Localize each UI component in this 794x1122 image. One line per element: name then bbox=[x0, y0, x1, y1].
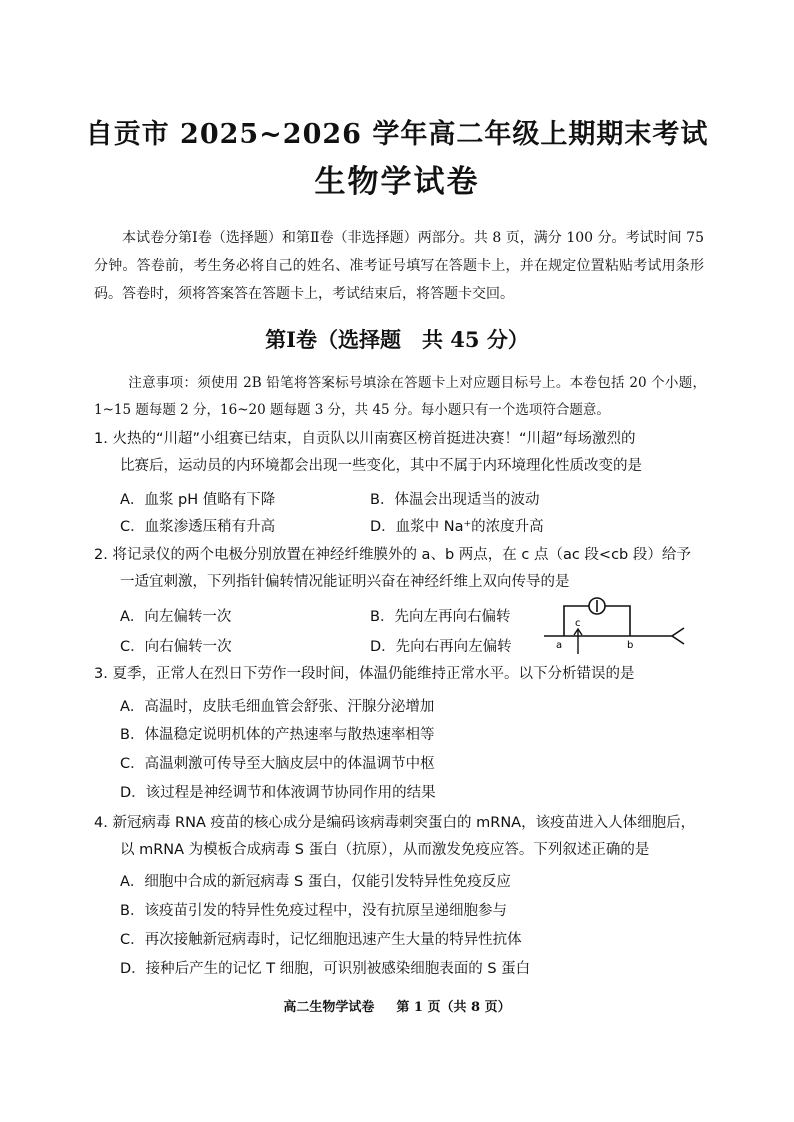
question-1 bbox=[94, 426, 706, 480]
question-stem-continued: 比赛后，运动员的内环境都会出现一些变化，其中不属于内环境理化性质改变的是 bbox=[120, 458, 642, 474]
question-stem-continued: 一适宜刺激，下列指针偏转情况能证明兴奋在神经纤维上双向传导的是 bbox=[120, 574, 570, 590]
label-b: b bbox=[627, 640, 634, 651]
exam-instructions bbox=[94, 224, 704, 308]
question-4 bbox=[94, 810, 706, 864]
instructions-text: 本试卷分第Ⅰ卷（选择题）和第Ⅱ卷（非选择题）两部分。共 8 页，满分 100 分。考试时间 75 分钟。答卷前，考生务必将自己的姓名、准考证号填写在答题卡上，并在规定位置粘贴考试用条形码。答卷时，须将答案答在答题卡上，考试结束后，将答题卡交回。 bbox=[94, 230, 704, 302]
question-1-option-b: B．体温会出现适当的波动 bbox=[370, 492, 540, 508]
footer-subject: 高二生物学试卷 bbox=[283, 1000, 375, 1015]
question-3-option-c: C．高温刺激可传导至大脑皮层中的体温调节中枢 bbox=[120, 756, 435, 772]
exam-subject-title: 生物学试卷 bbox=[314, 164, 480, 200]
question-number: 2. bbox=[94, 547, 108, 563]
question-stem: 火热的“川超”小组赛已结束，自贡队以川南赛区榜首挺进决赛！“川超”每场激烈的 bbox=[112, 431, 636, 447]
question-3-option-a: A．高温时，皮肤毛细血管会舒张、汗腺分泌增加 bbox=[120, 699, 435, 715]
page-footer bbox=[0, 996, 794, 1015]
question-number: 4. bbox=[94, 815, 108, 831]
question-4-option-b: B．该疫苗引发的特异性免疫过程中，没有抗原呈递细胞参与 bbox=[120, 903, 507, 919]
question-stem: 新冠病毒 RNA 疫苗的核心成分是编码该病毒刺突蛋白的 mRNA，该疫苗进入人体细胞后， bbox=[112, 815, 696, 831]
label-c: c bbox=[575, 618, 581, 629]
question-2-option-a: A．向左偏转一次 bbox=[120, 609, 232, 625]
question-2-option-c: C．向右偏转一次 bbox=[120, 639, 232, 655]
question-stem: 将记录仪的两个电极分别放置在神经纤维膜外的 a、b 两点，在 c 点（ac 段<cb 段）给予 bbox=[112, 547, 691, 563]
footer-page-number: 第 1 页（共 8 页） bbox=[396, 1000, 511, 1015]
label-a: a bbox=[556, 640, 563, 651]
question-3-option-d: D．该过程是神经调节和体液调节协同作用的结果 bbox=[120, 785, 436, 801]
question-1-option-c: C．血浆渗透压稍有升高 bbox=[120, 519, 276, 535]
question-4-option-c: C．再次接触新冠病毒时，记忆细胞迅速产生大量的特异性抗体 bbox=[120, 932, 522, 948]
question-2-option-d: D．先向右再向左偏转 bbox=[370, 639, 512, 655]
nerve-fiber-recorder-diagram bbox=[538, 592, 698, 656]
question-number: 3. bbox=[94, 666, 108, 682]
question-number: 1. bbox=[94, 431, 108, 447]
question-1-option-a: A．血浆 pH 值略有下降 bbox=[120, 492, 276, 508]
question-stem: 夏季，正常人在烈日下劳作一段时间，体温仍能维持正常水平。以下分析错误的是 bbox=[112, 666, 635, 682]
question-stem-continued: 以 mRNA 为模板合成病毒 S 蛋白（抗原），从而激发免疫应答。下列叙述正确的是 bbox=[120, 842, 650, 858]
question-1-option-d: D．血浆中 Na⁺的浓度升高 bbox=[370, 519, 544, 535]
question-2 bbox=[94, 542, 706, 596]
notice-text: 注意事项：须使用 2B 铅笔将答案标号填涂在答题卡上对应题目标号上。本卷包括 20 个小题，1~15 题每题 2 分，16~20 题每题 3 分，共 45 分。每小题只有一个选项符合题意。 bbox=[94, 375, 706, 418]
notice bbox=[94, 370, 706, 424]
question-2-option-b: B．先向左再向右偏转 bbox=[370, 609, 511, 625]
question-3 bbox=[94, 661, 706, 688]
question-3-option-b: B．体温稳定说明机体的产热速率与散热速率相等 bbox=[120, 727, 435, 743]
nerve-fiber-end-branch bbox=[672, 628, 684, 644]
exam-title: 自贡市 2025~2026 学年高二年级上期期末考试 bbox=[85, 119, 709, 150]
question-4-option-d: D．接种后产生的记忆 T 细胞，可识别被感染细胞表面的 S 蛋白 bbox=[120, 961, 531, 977]
question-4-option-a: A．细胞中合成的新冠病毒 S 蛋白，仅能引发特异性免疫反应 bbox=[120, 874, 511, 890]
section-title: 第Ⅰ卷（选择题 共 45 分） bbox=[265, 327, 529, 352]
